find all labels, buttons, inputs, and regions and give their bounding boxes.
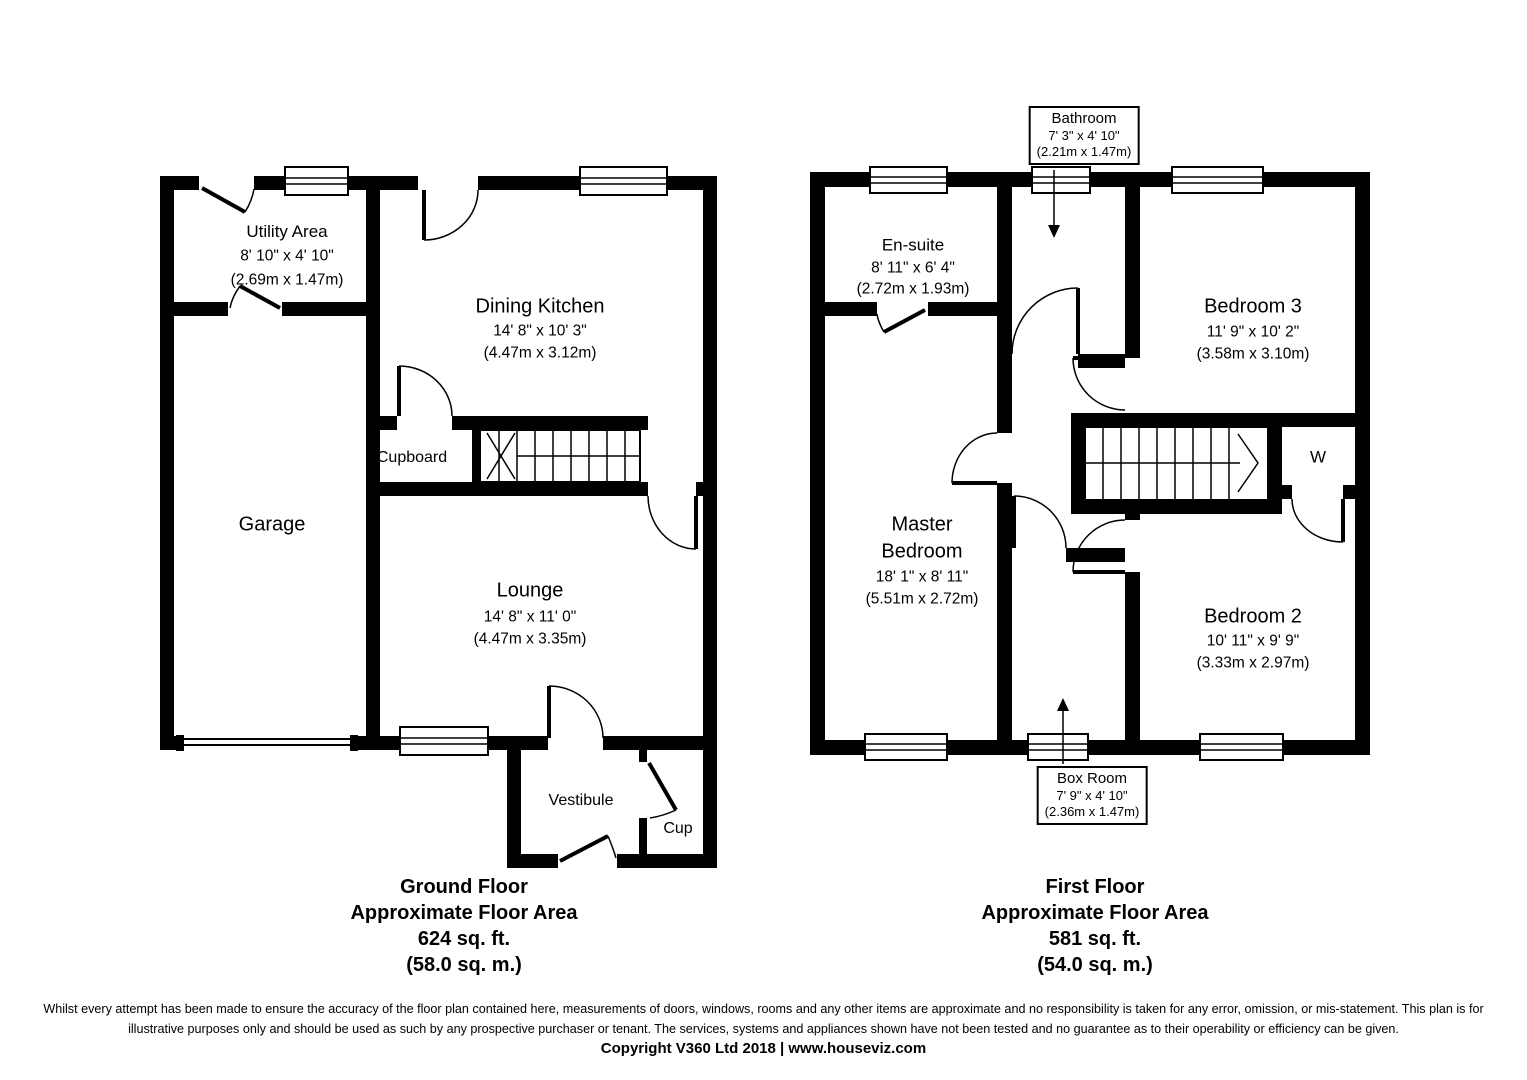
boxroom-callout-box (1037, 766, 1148, 825)
window (1032, 167, 1090, 193)
room-label-master-name2: Bedroom (881, 540, 963, 563)
copyright-line: Copyright V360 Ltd 2018 | www.houseviz.com (600, 1040, 927, 1057)
room-label-cupboard-name: Cupboard (376, 449, 448, 466)
window (1200, 734, 1283, 760)
staircase-ground (480, 430, 640, 482)
room-label-bedroom2-metric: (3.33m x 2.97m) (1196, 654, 1310, 672)
ground-floor-caption (350, 874, 577, 978)
ground-floor-caption-title: Ground Floor (400, 876, 528, 898)
room-label-wardrobe-name: W (1309, 447, 1327, 467)
bathroom-callout-metric: (2.21m x 1.47m) (1036, 144, 1132, 160)
room-label-vestibule-name: Vestibule (548, 792, 614, 809)
ground-floor-caption-sqm: (58.0 sq. m.) (406, 954, 522, 976)
room-label-lounge-metric: (4.47m x 3.35m) (473, 630, 587, 648)
bathroom-callout-imperial: 7' 3" x 4' 10" (1048, 128, 1120, 144)
boxroom-callout-imperial: 7' 9" x 4' 10" (1056, 788, 1128, 804)
room-label-master-name1: Master (891, 513, 953, 536)
window (1028, 734, 1088, 760)
room-label-utility-name: Utility Area (246, 222, 328, 241)
room-label-lounge-imperial: 14' 8" x 11' 0" (483, 608, 577, 626)
first-floor-caption (981, 874, 1208, 978)
first-floor-caption-sqft: 581 sq. ft. (1048, 928, 1142, 950)
disclaimer-line-2: illustrative purposes only and should be used as such by any prospective purchaser or tenant. The services, systems and appliances shown have not been tested and no guarantee as to their operability or efficiency can be given. (128, 1022, 1399, 1036)
window (400, 727, 488, 755)
disclaimer-line-1: Whilst every attempt has been made to ensure the accuracy of the floor plan contained here, measurements of doors, windows, rooms and any other items are approximate and no responsibility is taken for any error, omission, or mis-statement. This plan is for (43, 1002, 1484, 1016)
room-label-bedroom3-imperial: 11' 9" x 10' 2" (1206, 323, 1300, 341)
room-label-utility-metric: (2.69m x 1.47m) (230, 271, 344, 289)
window (870, 167, 947, 193)
ground-floor-caption-sqft: 624 sq. ft. (417, 928, 511, 950)
bathroom-callout-name: Bathroom (1051, 110, 1117, 127)
room-label-ensuite-metric: (2.72m x 1.93m) (856, 280, 970, 298)
room-label-bedroom2-imperial: 10' 11" x 9' 9" (1206, 632, 1300, 650)
boxroom-callout-name: Box Room (1056, 770, 1128, 787)
first-floor-caption-title: First Floor (1045, 876, 1145, 898)
room-label-master-metric: (5.51m x 2.72m) (865, 590, 979, 608)
first-floor-caption-sqm: (54.0 sq. m.) (1037, 954, 1153, 976)
window (285, 167, 348, 195)
room-label-bedroom3-metric: (3.58m x 3.10m) (1196, 345, 1310, 363)
window (580, 167, 667, 195)
room-label-dining-kitchen-name: Dining Kitchen (475, 295, 605, 318)
room-label-garage-name: Garage (238, 513, 306, 536)
room-label-dining-kitchen-metric: (4.47m x 3.12m) (483, 344, 597, 362)
room-label-cup-name: Cup (663, 820, 693, 837)
window (1172, 167, 1263, 193)
room-label-bedroom3-name: Bedroom 3 (1204, 295, 1302, 318)
boxroom-callout-metric: (2.36m x 1.47m) (1044, 804, 1140, 820)
first-floor-caption-subtitle: Approximate Floor Area (981, 902, 1209, 924)
garage-door (184, 739, 352, 745)
staircase-first (1085, 427, 1268, 500)
bathroom-callout-box (1029, 106, 1140, 165)
room-label-master-imperial: 18' 1" x 8' 11" (875, 568, 969, 586)
room-label-lounge-name: Lounge (496, 579, 564, 602)
first-floor-plan (810, 167, 1370, 764)
window (865, 734, 947, 760)
room-label-ensuite-name: En-suite (881, 235, 945, 255)
room-label-ensuite-imperial: 8' 11" x 6' 4" (871, 259, 955, 277)
room-label-bedroom2-name: Bedroom 2 (1204, 605, 1302, 628)
room-label-dining-kitchen-imperial: 14' 8" x 10' 3" (493, 322, 587, 340)
ground-floor-caption-subtitle: Approximate Floor Area (350, 902, 578, 924)
room-label-utility-imperial: 8' 10" x 4' 10" (240, 247, 334, 265)
